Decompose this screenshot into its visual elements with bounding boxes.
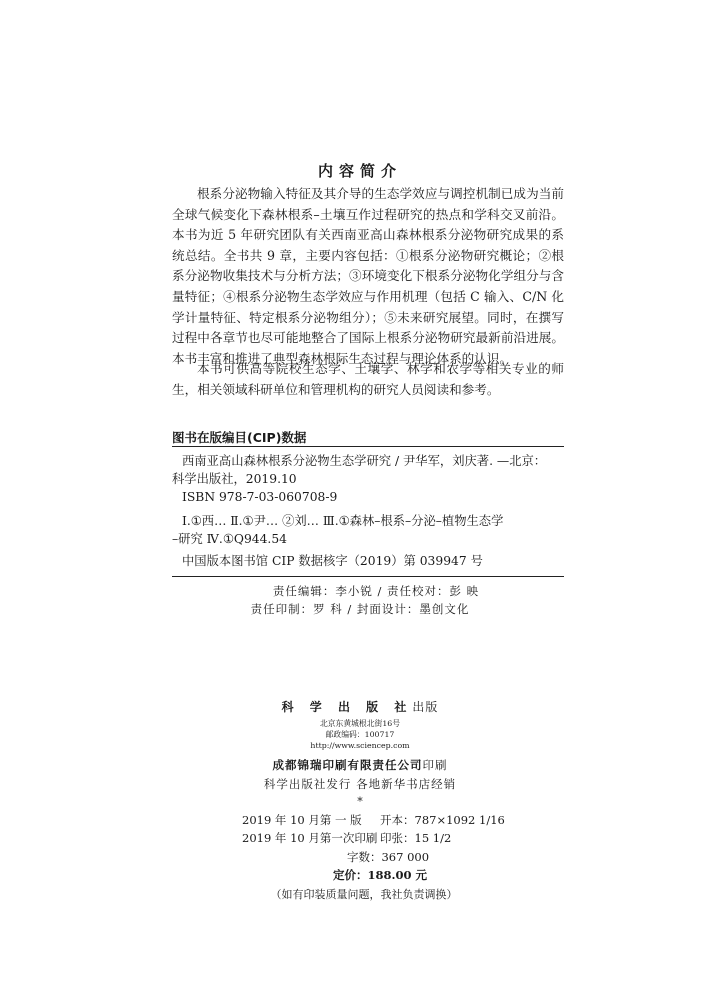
staff-line-2: 责任印制：罗 科 / 封面设计：墨创文化 (250, 602, 470, 616)
quality-notice: （如有印装质量问题，我社负责调换） (270, 888, 458, 901)
cip-line-4: Ⅰ.①西… Ⅱ.①尹… ②刘… Ⅲ.①森林–根系–分泌–植物生态学 (182, 514, 504, 528)
price: 定价：188.00 元 (332, 868, 427, 882)
publisher-postcode: 邮政编码：100717 (325, 730, 395, 739)
cip-line-6: 中国版本图书馆 CIP 数据核字（2019）第 039947 号 (182, 554, 483, 568)
edition-line: 2019 年 10 月第 一 版 (242, 813, 362, 827)
format-line: 开本：787×1092 1/16 (380, 813, 505, 827)
word-count: 字数：367 000 (346, 850, 430, 864)
staff-line-1: 责任编辑：李小锐 / 责任校对：彭 映 (272, 584, 480, 598)
publisher-contact (0, 718, 720, 751)
sheets-line: 印张：15 1/2 (380, 831, 452, 845)
cip-line-1: 西南亚高山森林根系分泌物生态学研究 / 尹华军，刘庆著. —北京： (182, 454, 547, 468)
publisher-line (0, 698, 720, 715)
separator-star: * (357, 795, 363, 808)
summary-paragraph-2: 本书可供高等院校生态学、土壤学、林学和农学等相关专业的师生，相关领域科研单位和管理机构的研究人员阅读和参考。 (172, 361, 564, 397)
summary-paragraph-1: 根系分泌物输入特征及其介导的生态学效应与调控机制已成为当前全球气候变化下森林根系–土壤互作过程研究的热点和学科交叉前沿。本书为近 5 年研究团队有关西南亚高山森林根系分泌物研究成果的系统总结。全书共 9 章，主要内容包括：①根系分泌物研究概论；②根系分泌物收集技术与分析方法；③环境变化下根系分泌物化学组分与含量特征；④根系分泌物生态学效应与作用机理（包括 C 输入、C/N 化学计量特征、特定根系分泌物组分）；⑤未来研究展望。同时，在撰写过程中各章节也尽可能地整合了国际上根系分泌物研究最新前沿进展。本书丰富和推进了典型森林根际生态过程与理论体系的认识。 (172, 186, 564, 366)
cip-heading: 图书在版编目(CIP)数据 (172, 430, 307, 445)
publisher-address: 北京东黄城根北街16号 (319, 719, 401, 728)
publisher-website: http://www.sciencep.com (310, 741, 410, 750)
cip-line-2: 科学出版社，2019.10 (172, 472, 297, 486)
summary-title: 内容简介 (317, 162, 402, 180)
cip-top-rule (172, 446, 564, 447)
printer-name: 成都锦瑞印刷有限责任公司 (272, 758, 423, 772)
printer-suffix: 印刷 (422, 758, 448, 772)
publisher-name: 科 学 出 版 社 (281, 700, 413, 714)
cip-bottom-rule (172, 576, 564, 577)
cip-line-5: –研究 Ⅳ.①Q944.54 (172, 532, 287, 546)
publisher-suffix: 出版 (412, 700, 439, 714)
cip-line-3: ISBN 978-7-03-060708-9 (182, 490, 338, 504)
distribution-line: 科学出版社发行 各地新华书店经销 (263, 777, 457, 791)
printer-line (0, 757, 720, 773)
printing-line: 2019 年 10 月第一次印刷 (242, 831, 378, 845)
